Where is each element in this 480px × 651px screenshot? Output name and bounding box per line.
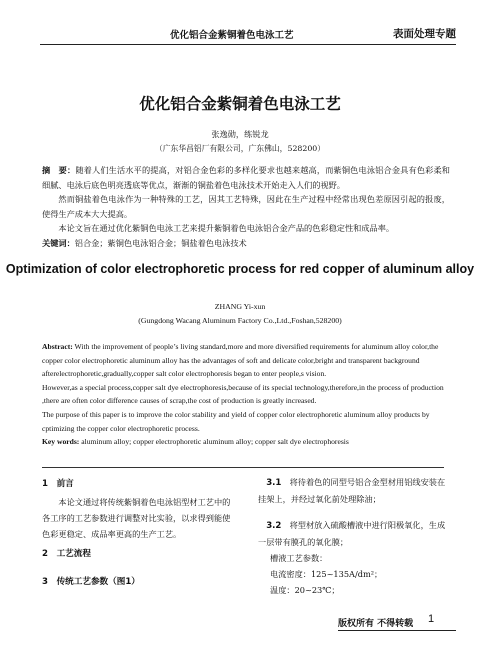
abstract-cn — [42, 163, 450, 250]
section-1-paragraph: 本论文通过将传统紫铜着色电泳铝型材工艺中的各工序的工艺参数进行调整对比实验，以求得到能使色彩更稳定、成品率更高的生产工艺。 — [42, 497, 231, 539]
keywords-cn: 关键词：铝合金；紫铜色电泳铝合金；铜盐着色电泳技术 — [42, 237, 247, 248]
keywords-en-label: Key words: — [42, 437, 80, 447]
authors-en: ZHANG Yi-xun — [214, 302, 266, 311]
body-right-column — [258, 474, 450, 598]
abstract-en — [42, 340, 452, 449]
affiliation-cn: （广东华昌铝厂有限公司，广东佛山，528200） — [154, 144, 326, 153]
subsection-3-1: 3.1 将待着色的同型号铝合金型材用铝线安装在挂架上，并经过氧化前处理除油； — [258, 477, 446, 504]
body-left-column — [42, 476, 238, 542]
paper-title-en: Optimization of color electrophoretic process for red copper of aluminum alloy — [5, 262, 475, 276]
abstract-en-p1: Abstract: With the improvement of people’s living standard,more and more diversified requirements for aluminum alloy color,the copper color electrophoretic aluminum alloy has the advantages of soft and delicate color,bright and transparent background afterelectrophoretic,gradually,copper salt color electrophoresis began to enter people,s vision. — [42, 342, 439, 379]
keywords-en: Key words: aluminum alloy; copper electrophoretic aluminum alloy; copper salt dye electrophoresis — [42, 437, 349, 447]
current-density: 电流密度：125~135A/dm²； — [270, 569, 383, 579]
abstract-cn-p1: 摘 要：随着人们生活水平的提高，对铝合金色彩的多样化要求也越来越高，而紫铜色电泳铝合金具有色彩柔和细腻、电泳后底色明亮透底等优点，渐渐的铜盐着色电泳技术开始走入人们的视野。 — [42, 165, 450, 190]
paper-title-cn: 优化铝合金紫铜着色电泳工艺 — [139, 95, 341, 113]
copyright-notice: 版权所有 不得转载 — [338, 619, 414, 629]
affiliation-en: (Gungdong Wacang Aluminum Factory Co.,Ltd.,Foshan,528200) — [138, 316, 342, 325]
footer-rule — [338, 630, 456, 631]
bath-params-label: 槽液工艺参数： — [270, 553, 328, 563]
authors-cn: 张逸勋，练锐龙 — [211, 129, 269, 139]
running-header-section: 表面处理专题 — [393, 28, 456, 40]
abstract-en-label: Abstract: — [42, 342, 73, 351]
section-divider — [42, 467, 444, 468]
section-heading-2: 2 工艺流程 — [42, 549, 91, 559]
section-heading-1: 1 前言 — [42, 479, 74, 489]
section-heading-3: 3 传统工艺参数（图1） — [42, 577, 140, 587]
keywords-cn-label: 关键词： — [42, 237, 75, 248]
abstract-cn-p2: 然而铜盐着色电泳作为一种特殊的工艺，因其工艺特殊，因此在生产过程中经常出现色差原因引起的报废，使得生产成本大大提高。 — [42, 194, 450, 219]
abstract-en-p2: However,as a special process,copper salt dye electrophoresis,because of its special technology,therefore,in the process of production ,there are often color difference causes of scrap,the cost of production is greatly increased. — [42, 382, 444, 406]
subsection-3-2: 3.2 将型材放入硫酸槽液中进行阳极氧化，生成一层带有膜孔的氧化膜； — [258, 520, 446, 547]
page-number: 1 — [428, 613, 435, 625]
abstract-en-p3: The purpose of this paper is to improve the color stability and yield of copper color electrophoretic aluminum alloy products by cptimizing the copper color electrophoretic process. — [42, 409, 430, 433]
abstract-cn-p3: 本论文旨在通过优化紫铜色电泳工艺来提升紫铜着色电泳铝合金产品的色彩稳定性和成品率。 — [58, 223, 395, 233]
abstract-cn-label: 摘 要： — [42, 165, 76, 175]
running-header-title: 优化铝合金紫铜着色电泳工艺 — [170, 30, 294, 41]
temperature: 温度：20~23℃； — [270, 585, 340, 595]
header-rule — [40, 44, 456, 45]
